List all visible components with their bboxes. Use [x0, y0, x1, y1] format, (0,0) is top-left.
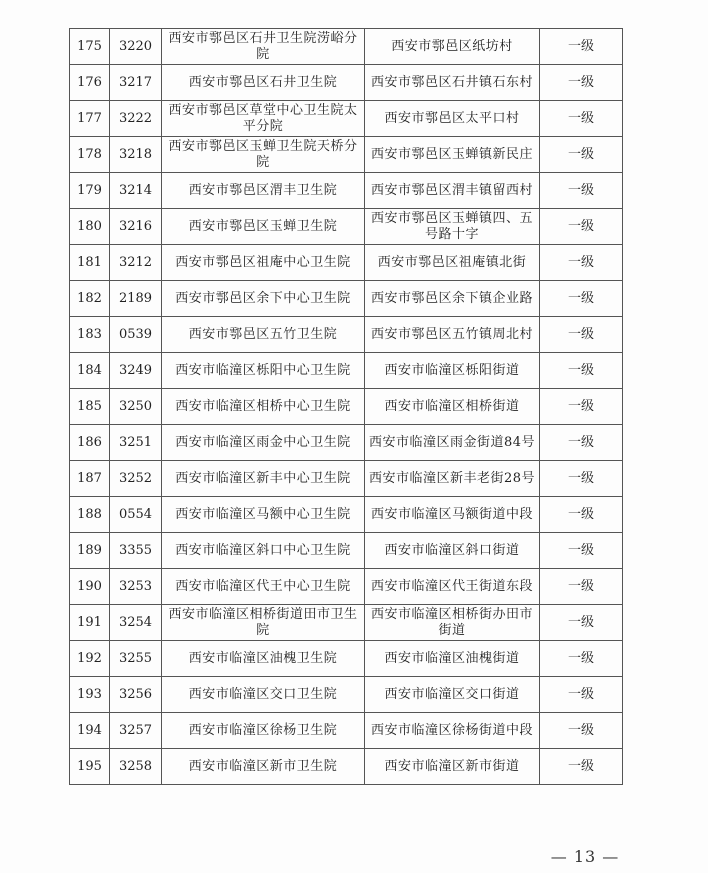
cell-code: 3214: [110, 173, 162, 209]
table-row: [70, 317, 623, 353]
cell-name: 西安市临潼区油槐卫生院: [162, 641, 365, 677]
cell-name: 西安市临潼区相桥中心卫生院: [162, 389, 365, 425]
cell-name: 西安市临潼区交口卫生院: [162, 677, 365, 713]
cell-address: 西安市鄠邑区玉蝉镇新民庄: [365, 137, 540, 173]
cell-code: 3220: [110, 29, 162, 65]
table-row: [70, 605, 623, 641]
cell-code: 3251: [110, 425, 162, 461]
cell-code: 3249: [110, 353, 162, 389]
cell-level: 一级: [540, 533, 623, 569]
cell-name: 西安市鄠邑区石井卫生院涝峪分院: [162, 29, 365, 65]
cell-name: 西安市鄠邑区玉蝉卫生院天桥分院: [162, 137, 365, 173]
cell-code: 3212: [110, 245, 162, 281]
cell-level: 一级: [540, 389, 623, 425]
table-row: [70, 389, 623, 425]
cell-seq: 188: [70, 497, 110, 533]
table-row: [70, 353, 623, 389]
cell-name: 西安市临潼区新丰中心卫生院: [162, 461, 365, 497]
cell-seq: 195: [70, 749, 110, 785]
cell-name: 西安市鄠邑区草堂中心卫生院太平分院: [162, 101, 365, 137]
cell-name: 西安市鄠邑区渭丰卫生院: [162, 173, 365, 209]
cell-seq: 175: [70, 29, 110, 65]
cell-seq: 193: [70, 677, 110, 713]
cell-address: 西安市临潼区油槐街道: [365, 641, 540, 677]
cell-address: 西安市临潼区代王街道东段: [365, 569, 540, 605]
cell-code: 0554: [110, 497, 162, 533]
cell-seq: 184: [70, 353, 110, 389]
cell-address: 西安市鄠邑区石井镇石东村: [365, 65, 540, 101]
cell-name: 西安市鄠邑区祖庵中心卫生院: [162, 245, 365, 281]
table-row: [70, 749, 623, 785]
cell-name: 西安市临潼区徐杨卫生院: [162, 713, 365, 749]
table-row: [70, 29, 623, 65]
cell-level: 一级: [540, 101, 623, 137]
cell-seq: 180: [70, 209, 110, 245]
cell-level: 一级: [540, 677, 623, 713]
cell-code: 3250: [110, 389, 162, 425]
table-row: [70, 101, 623, 137]
cell-level: 一级: [540, 497, 623, 533]
cell-name: 西安市临潼区代王中心卫生院: [162, 569, 365, 605]
cell-code: 0539: [110, 317, 162, 353]
cell-name: 西安市临潼区新市卫生院: [162, 749, 365, 785]
cell-address: 西安市鄠邑区玉蝉镇四、五号路十字: [365, 209, 540, 245]
cell-address: 西安市鄠邑区祖庵镇北街: [365, 245, 540, 281]
cell-code: 3217: [110, 65, 162, 101]
table-row: [70, 677, 623, 713]
cell-code: 3257: [110, 713, 162, 749]
table-row: [70, 497, 623, 533]
cell-level: 一级: [540, 29, 623, 65]
table-row: [70, 209, 623, 245]
cell-code: 3254: [110, 605, 162, 641]
cell-seq: 178: [70, 137, 110, 173]
page-number: — 13 —: [550, 847, 620, 866]
cell-level: 一级: [540, 137, 623, 173]
cell-seq: 183: [70, 317, 110, 353]
hospital-table: [69, 28, 623, 785]
cell-seq: 182: [70, 281, 110, 317]
cell-code: 3256: [110, 677, 162, 713]
cell-level: 一级: [540, 281, 623, 317]
cell-address: 西安市临潼区斜口街道: [365, 533, 540, 569]
cell-level: 一级: [540, 569, 623, 605]
cell-level: 一级: [540, 461, 623, 497]
cell-seq: 179: [70, 173, 110, 209]
table-row: [70, 569, 623, 605]
cell-seq: 187: [70, 461, 110, 497]
cell-address: 西安市鄠邑区余下镇企业路: [365, 281, 540, 317]
cell-level: 一级: [540, 713, 623, 749]
table-row: [70, 281, 623, 317]
cell-seq: 192: [70, 641, 110, 677]
cell-level: 一级: [540, 209, 623, 245]
table-row: [70, 533, 623, 569]
table-row: [70, 461, 623, 497]
cell-level: 一级: [540, 65, 623, 101]
cell-seq: 186: [70, 425, 110, 461]
table-row: [70, 173, 623, 209]
cell-address: 西安市鄠邑区纸坊村: [365, 29, 540, 65]
cell-name: 西安市临潼区马额中心卫生院: [162, 497, 365, 533]
table-row: [70, 425, 623, 461]
table-row: [70, 641, 623, 677]
cell-address: 西安市临潼区相桥街办田市街道: [365, 605, 540, 641]
table-row: [70, 713, 623, 749]
cell-code: 3253: [110, 569, 162, 605]
cell-level: 一级: [540, 425, 623, 461]
table-row: [70, 65, 623, 101]
cell-address: 西安市鄠邑区渭丰镇留西村: [365, 173, 540, 209]
cell-code: 3355: [110, 533, 162, 569]
cell-address: 西安市临潼区新丰老街28号: [365, 461, 540, 497]
cell-address: 西安市鄠邑区五竹镇周北村: [365, 317, 540, 353]
cell-level: 一级: [540, 641, 623, 677]
cell-code: 3258: [110, 749, 162, 785]
cell-seq: 176: [70, 65, 110, 101]
cell-name: 西安市临潼区栎阳中心卫生院: [162, 353, 365, 389]
cell-code: 3255: [110, 641, 162, 677]
hospital-table-body: [70, 29, 623, 785]
cell-seq: 177: [70, 101, 110, 137]
table-row: [70, 137, 623, 173]
cell-code: 3252: [110, 461, 162, 497]
table-row: [70, 245, 623, 281]
cell-name: 西安市鄠邑区余下中心卫生院: [162, 281, 365, 317]
cell-level: 一级: [540, 749, 623, 785]
cell-seq: 185: [70, 389, 110, 425]
cell-seq: 191: [70, 605, 110, 641]
cell-seq: 194: [70, 713, 110, 749]
cell-address: 西安市临潼区栎阳街道: [365, 353, 540, 389]
cell-address: 西安市临潼区马额街道中段: [365, 497, 540, 533]
cell-seq: 189: [70, 533, 110, 569]
cell-name: 西安市鄠邑区五竹卫生院: [162, 317, 365, 353]
cell-seq: 190: [70, 569, 110, 605]
cell-name: 西安市临潼区雨金中心卫生院: [162, 425, 365, 461]
cell-address: 西安市临潼区徐杨街道中段: [365, 713, 540, 749]
cell-address: 西安市鄠邑区太平口村: [365, 101, 540, 137]
cell-level: 一级: [540, 173, 623, 209]
cell-code: 3222: [110, 101, 162, 137]
cell-level: 一级: [540, 245, 623, 281]
cell-address: 西安市临潼区交口街道: [365, 677, 540, 713]
cell-code: 3218: [110, 137, 162, 173]
cell-name: 西安市临潼区相桥街道田市卫生院: [162, 605, 365, 641]
cell-code: 2189: [110, 281, 162, 317]
cell-level: 一级: [540, 605, 623, 641]
cell-seq: 181: [70, 245, 110, 281]
cell-address: 西安市临潼区新市街道: [365, 749, 540, 785]
cell-name: 西安市鄠邑区玉蝉卫生院: [162, 209, 365, 245]
cell-name: 西安市临潼区斜口中心卫生院: [162, 533, 365, 569]
cell-level: 一级: [540, 317, 623, 353]
cell-level: 一级: [540, 353, 623, 389]
cell-address: 西安市临潼区相桥街道: [365, 389, 540, 425]
cell-code: 3216: [110, 209, 162, 245]
cell-name: 西安市鄠邑区石井卫生院: [162, 65, 365, 101]
cell-address: 西安市临潼区雨金街道84号: [365, 425, 540, 461]
